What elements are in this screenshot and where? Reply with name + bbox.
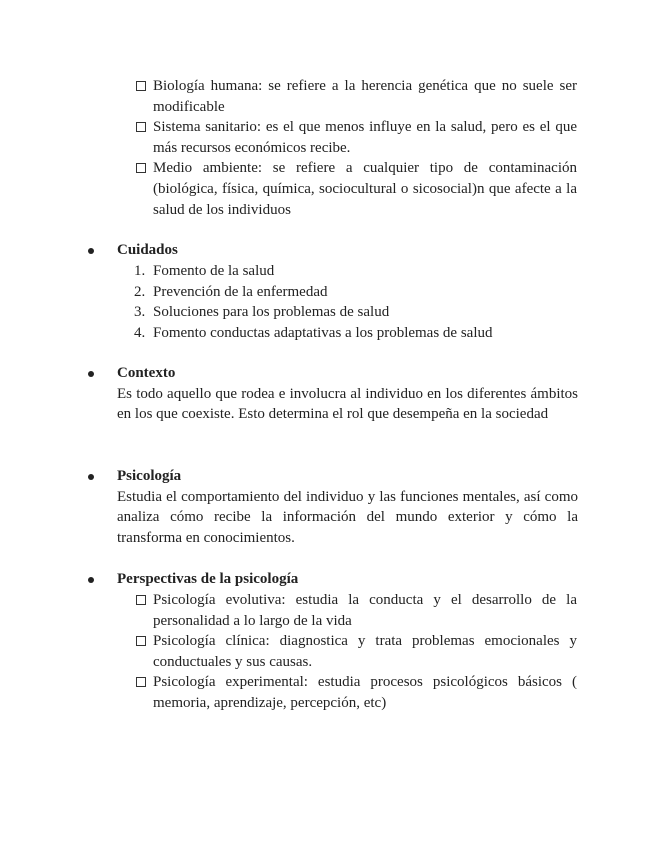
checkbox-item: Sistema sanitario: es el que menos influye en la salud, pero es el que más recursos económicos recibe. — [136, 117, 577, 158]
section-perspectivas — [88, 569, 578, 590]
checkbox-item: Biología humana: se refiere a la herencia genética que no suele ser modificable — [136, 76, 577, 117]
cuidados-list — [136, 261, 577, 343]
section-title: Cuidados — [117, 242, 178, 258]
bullet-icon — [88, 577, 94, 583]
list-item: 1. Fomento de la salud — [134, 263, 275, 279]
section-title: Contexto — [117, 365, 176, 381]
list-item: 2. Prevención de la enfermedad — [134, 283, 328, 300]
section-cuidados — [88, 240, 578, 261]
checkbox-icon — [136, 81, 146, 91]
determinantes-list — [136, 76, 577, 220]
checkbox-icon — [136, 163, 146, 173]
section-text: Es todo aquello que rodea e involucra al individuo en los diferentes ámbitos en los que coexiste. Esto determina el rol que desempeña en la sociedad — [117, 385, 578, 423]
checkbox-item: Psicología experimental: estudia procesos psicológicos básicos ( memoria, aprendizaje, percepción, etc) — [136, 672, 577, 713]
bullet-icon — [88, 474, 94, 480]
section-contexto — [88, 363, 578, 425]
list-item: 4. Fomento conductas adaptativas a los problemas de salud — [134, 324, 493, 341]
checkbox-icon — [136, 595, 146, 605]
checkbox-item: Medio ambiente: se refiere a cualquier tipo de contaminación (biológica, física, química, sociocultural o sicosocial)n que afecte a la salud de los individuos — [136, 158, 577, 220]
section-title: Psicología — [117, 468, 182, 484]
section-title: Perspectivas de la psicología — [117, 571, 299, 587]
checkbox-item: Psicología evolutiva: estudia la conducta y el desarrollo de la personalidad a lo largo de la vida — [136, 590, 577, 631]
checkbox-icon — [136, 636, 146, 646]
checkbox-icon — [136, 677, 146, 687]
list-item: 3. Soluciones para los problemas de salud — [134, 304, 390, 321]
checkbox-item: Psicología clínica: diagnostica y trata problemas emocionales y conductuales y sus causas. — [136, 631, 577, 672]
checkbox-icon — [136, 122, 146, 132]
section-text: Estudia el comportamiento del individuo y las funciones mentales, así como analiza cómo recibe la información del mundo exterior y cómo la transforma en conocimientos. — [117, 488, 578, 546]
section-psicologia — [88, 466, 578, 548]
bullet-icon — [88, 248, 94, 254]
perspectivas-list — [136, 590, 577, 714]
bullet-icon — [88, 371, 94, 377]
